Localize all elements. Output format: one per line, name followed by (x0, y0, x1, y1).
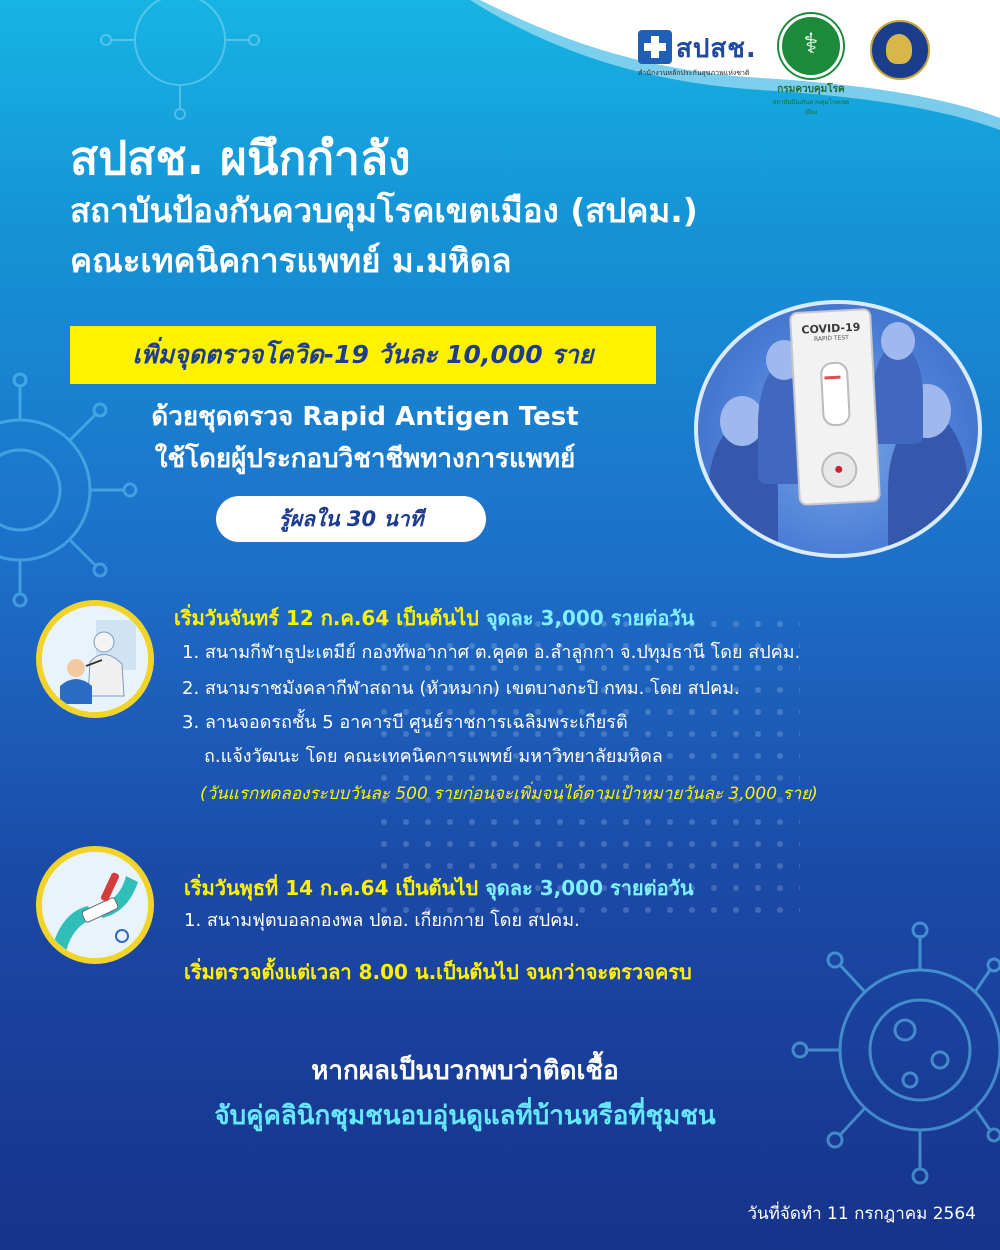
section1-capacity: จุดละ 3,000 รายต่อวัน (485, 606, 695, 630)
headline (70, 130, 698, 286)
nhso-cross-icon (638, 30, 672, 64)
capacity-banner: เพิ่มจุดตรวจโควิด-19 วันละ 10,000 ราย (70, 326, 656, 384)
section1-item-1: 1. สนามกีฬาธูปะเตมีย์ กองทัพอากาศ ต.คูคต อ.ลำลูกกา จ.ปทุมธานี โดย สปคม. (182, 642, 801, 663)
section2-start-date: เริ่มวันพุธที่ 14 ก.ค.64 เป็นต้นไป (184, 876, 479, 900)
section1-note: (วันแรกทดลองระบบวันละ 500 รายก่อนจะเพิ่มจนได้ตามเป้าหมายวันละ 3,000 ราย) (200, 784, 818, 804)
section2-time-note: เริ่มตรวจตั้งแต่เวลา 8.00 น.เป็นต้นไป จนกว่าจะตรวจครบ (184, 960, 692, 984)
result-time-pill: รู้ผลใน 30 นาที (216, 496, 486, 542)
section1-item-3: 3. ลานจอดรถชั้น 5 อาคารบี ศูนย์ราชการเฉลิมพระเกียรติ (182, 712, 628, 733)
ddc-seal-icon (779, 14, 843, 78)
section1-item-2: 2. สนามราชมังคลากีฬาสถาน (หัวหมาก) เขตบางกะปิ กทม. โดย สปคม. (182, 678, 740, 699)
virus-decoration-top-left (80, 0, 280, 120)
kit-label: COVID-19 (801, 320, 861, 337)
subtitle (60, 396, 670, 480)
mahidol-seal-icon (870, 20, 930, 80)
section1-heading (174, 602, 694, 634)
section1-item-3-cont: ถ.แจ้งวัฒนะ โดย คณะเทคนิคการแพทย์ มหาวิทยาลัยมหิดล (204, 746, 663, 767)
sample-tube-icon (36, 846, 154, 964)
swab-test-icon (36, 600, 154, 718)
section2-capacity: จุดละ 3,000 รายต่อวัน (485, 876, 694, 900)
headline-line-1: สปสช. ผนึกกำลัง (70, 131, 411, 185)
mahidol-logo (870, 20, 928, 78)
closing-line-2: จับคู่คลินิกชุมชนอบอุ่นดูแลที่บ้านหรือที่ชุมชน (214, 1101, 716, 1131)
ddc-logo (770, 14, 852, 116)
section1-start-date: เริ่มวันจันทร์ 12 ก.ค.64 เป็นต้นไป (174, 606, 479, 630)
subtitle-line-1: ด้วยชุดตรวจ Rapid Antigen Test (151, 402, 579, 432)
ddc-logo-sub: สถาบันป้องกันควบคุมโรคเขตเมือง (772, 99, 850, 116)
headline-line-2: สถาบันป้องกันควบคุมโรคเขตเมือง (สปคม.) (70, 191, 698, 230)
nhso-logo (638, 30, 778, 80)
ddc-logo-name: กรมควบคุมโรค (777, 84, 845, 95)
nhso-logo-name: สปสช. (676, 34, 757, 64)
closing-line-1: หากผลเป็นบวกพบว่าติดเชื้อ (311, 1056, 619, 1086)
section2-item-1: 1. สนามฟุตบอลกองพล ปตอ. เกียกกาย โดย สปคม. (184, 910, 580, 931)
test-kit-icon (789, 308, 881, 506)
section2-heading (184, 872, 694, 904)
headline-line-3: คณะเทคนิคการแพทย์ ม.มหิดล (70, 241, 512, 280)
rapid-test-illustration (694, 300, 982, 558)
kit-sublabel: RAPID TEST (813, 334, 850, 344)
made-date: วันที่จัดทำ 11 กรกฎาคม 2564 (747, 1204, 976, 1224)
subtitle-line-2: ใช้โดยผู้ประกอบวิชาชีพทางการแพทย์ (154, 444, 576, 474)
nhso-logo-sub: สำนักงานหลักประกันสุขภาพแห่งชาติ (638, 69, 750, 77)
